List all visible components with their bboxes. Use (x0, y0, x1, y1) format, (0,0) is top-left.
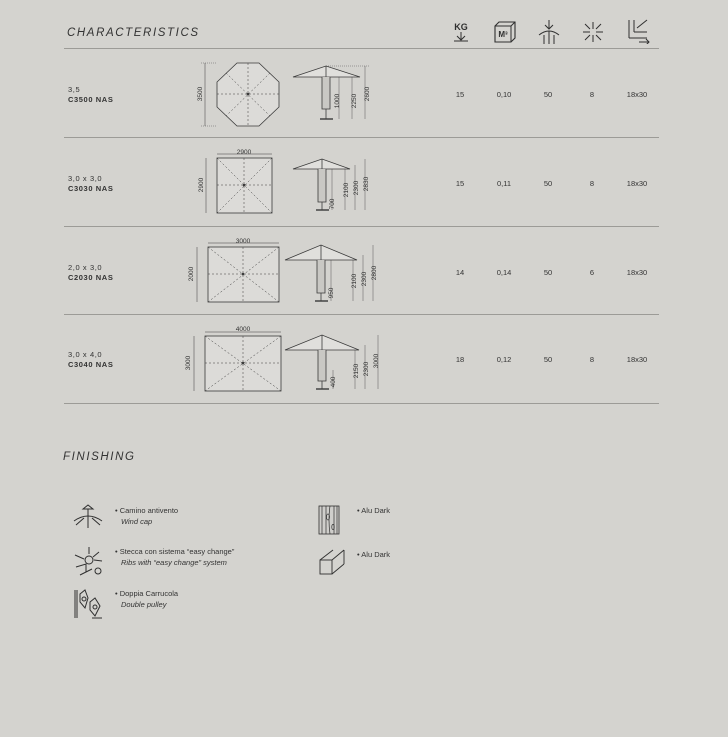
finishing-title: FINISHING (63, 451, 136, 463)
product-code: C3040 NAS (68, 360, 114, 369)
finish-item-en: Double pulley (121, 600, 167, 609)
product-row-c3500 (0, 49, 728, 137)
value-ribs: 6 (589, 268, 595, 277)
value-kg: 14 (455, 268, 465, 277)
weight-kg-icon (450, 20, 472, 44)
finish-item-en: Ribs with “easy change” system (121, 558, 227, 567)
pole-size-icon (625, 18, 651, 44)
value-m3: 0,14 (496, 268, 512, 277)
dim-h3: 2800 (371, 265, 378, 281)
ribs-count-icon (581, 20, 605, 44)
finish-item-double-pulley (115, 588, 178, 610)
dim-pole: 700 (329, 198, 336, 210)
dim-canopy: 3500 (197, 86, 204, 102)
dim-h1: 2150 (353, 363, 360, 379)
dim-side: 2900 (198, 177, 205, 193)
m3-text: M³ (498, 30, 508, 39)
dim-top-width: 4000 (235, 326, 251, 333)
finish-item-easy-change (115, 546, 234, 568)
easy-change-ribs-icon (72, 545, 104, 577)
aluminium-profile-icon (318, 548, 346, 576)
product-code: C2030 NAS (68, 273, 114, 282)
value-m3: 0,12 (496, 355, 512, 364)
value-wind: 50 (543, 268, 553, 277)
wind-resistance-icon (537, 19, 561, 45)
dim-top: 2600 (364, 86, 371, 102)
value-ribs: 8 (589, 90, 595, 99)
value-m3: 0,10 (496, 90, 512, 99)
value-wind: 50 (543, 90, 553, 99)
value-pole: 18x30 (626, 179, 648, 188)
product-size: 2,0 x 3,0 (68, 263, 103, 272)
dim-h3: 2830 (363, 176, 370, 192)
dim-h1: 2100 (351, 273, 358, 289)
finish-item-it: • Camino antivento (115, 506, 179, 515)
dim-side: 3000 (185, 355, 192, 371)
volume-m3-icon (493, 20, 517, 44)
value-pole: 18x30 (626, 355, 648, 364)
finish-item-it: • Stecca con sistema “easy change” (115, 547, 235, 556)
value-m3: 0,11 (496, 179, 512, 188)
divider (64, 403, 659, 404)
dim-pole: 950 (328, 287, 335, 299)
product-row-c3030 (0, 138, 728, 226)
value-kg: 15 (455, 179, 465, 188)
dim-h3: 3000 (373, 353, 380, 369)
double-pulley-icon (72, 588, 104, 620)
dim-pole: 400 (330, 376, 337, 388)
dim-top-width: 3000 (235, 238, 251, 245)
product-size: 3,5 (68, 85, 81, 94)
dim-side: 2000 (188, 266, 195, 282)
dim-h1: 2100 (343, 182, 350, 198)
value-kg: 15 (455, 90, 465, 99)
finish-item-wind-cap (115, 505, 178, 527)
finish-item-it: • Doppia Carrucola (115, 589, 179, 598)
product-row-c3040 (0, 315, 728, 403)
wood-texture-icon (318, 505, 340, 535)
dim-h2: 2300 (353, 180, 360, 196)
dim-h2: 2300 (361, 271, 368, 287)
dim-h2: 2300 (363, 361, 370, 377)
finish-item-alu-dark-2: • Alu Dark (357, 550, 391, 559)
wind-cap-icon (72, 503, 104, 529)
dim-top-width: 2900 (236, 149, 252, 156)
product-size: 3,0 x 3,0 (68, 174, 103, 183)
value-kg: 18 (455, 355, 465, 364)
product-row-c2030 (0, 227, 728, 315)
value-ribs: 8 (589, 179, 595, 188)
value-pole: 18x30 (626, 90, 648, 99)
value-wind: 50 (543, 179, 553, 188)
kg-text: KG (454, 22, 468, 32)
dim-pole: 1000 (334, 93, 341, 109)
value-wind: 50 (543, 355, 553, 364)
finish-item-en: Wind cap (121, 517, 153, 526)
value-pole: 18x30 (626, 268, 648, 277)
product-code: C3030 NAS (68, 184, 114, 193)
finish-item-alu-dark-1: • Alu Dark (357, 506, 391, 515)
characteristics-title: CHARACTERISTICS (67, 27, 200, 39)
product-code: C3500 NAS (68, 95, 114, 104)
value-ribs: 8 (589, 355, 595, 364)
product-size: 3,0 x 4,0 (68, 350, 103, 359)
dim-base: 2250 (351, 93, 358, 109)
